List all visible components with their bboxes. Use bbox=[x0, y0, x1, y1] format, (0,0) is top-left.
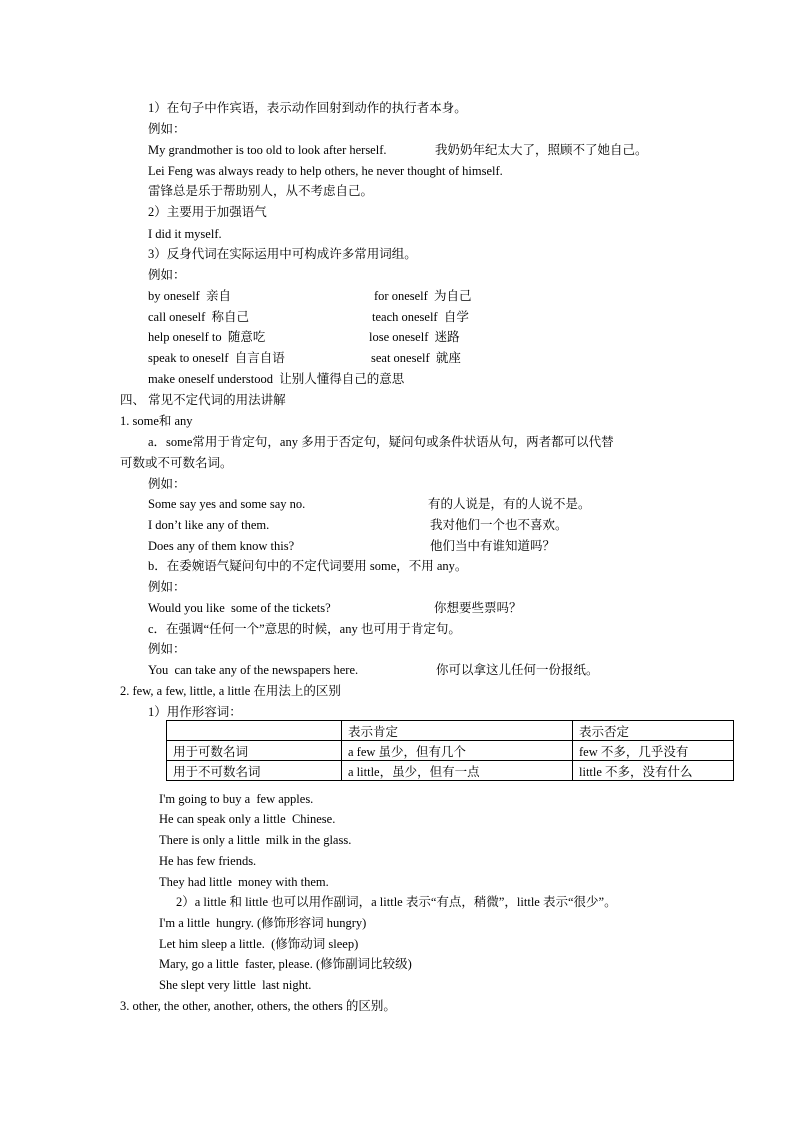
rule-a-line-1: a．some常用于肯定句，any 多用于否定句，疑问句或条件状语从句，两者都可以代替 bbox=[148, 435, 614, 449]
table-cell: little 不多，没有什么 bbox=[573, 761, 734, 781]
rule-b: b．在委婉语气疑问句中的不定代词要用 some，不用 any。 bbox=[148, 559, 468, 573]
example-en: Let him sleep a little. (修饰动词 sleep) bbox=[159, 937, 359, 951]
usage-adverb: 2）a little 和 little 也可以用作副词，a little 表示“有点，稍微”，little 表示“很少”。 bbox=[176, 895, 617, 909]
example-zh: 我奶奶年纪太大了，照顾不了她自己。 bbox=[435, 143, 648, 157]
example-zh: 我对他们一个也不喜欢。 bbox=[430, 518, 568, 532]
example-en: There is only a little milk in the glass. bbox=[159, 833, 352, 847]
phrase-left: by oneself 亲自 bbox=[148, 289, 231, 303]
few-little-table bbox=[166, 720, 734, 781]
example-en: My grandmother is too old to look after herself. bbox=[148, 143, 387, 157]
example-en: I did it myself. bbox=[148, 227, 222, 241]
example-label: 例如： bbox=[148, 268, 186, 282]
example-label: 例如： bbox=[148, 477, 186, 491]
example-en: You can take any of the newspapers here. bbox=[148, 663, 359, 677]
subsection-heading: 3. other, the other, another, others, the others 的区别。 bbox=[120, 999, 396, 1013]
phrase-right: seat oneself 就座 bbox=[371, 351, 461, 365]
rule-a-line-2: 可数或不可数名词。 bbox=[120, 456, 233, 470]
phrase-right: lose oneself 迷路 bbox=[369, 330, 460, 344]
example-zh: 有的人说是，有的人说不是。 bbox=[428, 497, 591, 511]
table-cell: a little，虽少，但有一点 bbox=[342, 761, 573, 781]
example-en: I'm going to buy a few apples. bbox=[159, 792, 314, 806]
example-en: She slept very little last night. bbox=[159, 978, 312, 992]
example-zh: 你可以拿这儿任何一份报纸。 bbox=[436, 663, 599, 677]
phrase-left: help oneself to 随意吃 bbox=[148, 330, 266, 344]
usage-adjective: 1）用作形容词： bbox=[148, 705, 242, 719]
table-row bbox=[167, 761, 734, 781]
example-en: Does any of them know this? bbox=[148, 539, 295, 553]
phrase-right: teach oneself 自学 bbox=[372, 310, 469, 324]
example-zh: 你想要些票吗？ bbox=[434, 601, 522, 615]
example-en: Some say yes and some say no. bbox=[148, 497, 306, 511]
example-label: 例如： bbox=[148, 122, 186, 136]
table-cell: 表示肯定 bbox=[342, 721, 573, 741]
example-en: He has few friends. bbox=[159, 854, 257, 868]
example-en: I don’t like any of them. bbox=[148, 518, 270, 532]
table-cell: 用于可数名词 bbox=[167, 741, 342, 761]
table-header-row bbox=[167, 721, 734, 741]
example-zh: 他们当中有谁知道吗？ bbox=[430, 539, 556, 553]
table-cell bbox=[167, 721, 342, 741]
example-en: He can speak only a little Chinese. bbox=[159, 812, 336, 826]
example-label: 例如： bbox=[148, 642, 186, 656]
subsection-heading: 1. some和 any bbox=[120, 414, 193, 428]
example-label: 例如： bbox=[148, 580, 186, 594]
example-en: Mary, go a little faster, please. (修饰副词比较级) bbox=[159, 957, 412, 971]
phrase-left: call oneself 称自己 bbox=[148, 310, 250, 324]
table-cell: a few 虽少，但有几个 bbox=[342, 741, 573, 761]
phrase-last: make oneself understood 让别人懂得自己的意思 bbox=[148, 372, 405, 386]
reflexive-use-2: 2）主要用于加强语气 bbox=[148, 205, 267, 219]
example-en: I'm a little hungry. (修饰形容词 hungry) bbox=[159, 916, 367, 930]
rule-c: c．在强调“任何一个”意思的时候，any 也可用于肯定句。 bbox=[148, 622, 461, 636]
section-heading: 四、 常见不定代词的用法讲解 bbox=[120, 393, 286, 407]
example-en: Would you like some of the tickets? bbox=[148, 601, 331, 615]
example-en: Lei Feng was always ready to help others, he never thought of himself. bbox=[148, 164, 503, 178]
example-zh: 雷锋总是乐于帮助别人，从不考虑自己。 bbox=[148, 184, 374, 198]
table-row bbox=[167, 741, 734, 761]
reflexive-use-3: 3）反身代词在实际运用中可构成许多常用词组。 bbox=[148, 247, 417, 261]
example-en: They had little money with them. bbox=[159, 875, 329, 889]
phrase-left: speak to oneself 自言自语 bbox=[148, 351, 285, 365]
subsection-heading: 2. few, a few, little, a little 在用法上的区别 bbox=[120, 684, 341, 698]
phrase-right: for oneself 为自己 bbox=[374, 289, 472, 303]
table-cell: few 不多，几乎没有 bbox=[573, 741, 734, 761]
reflexive-use-1: 1）在句子中作宾语，表示动作回射到动作的执行者本身。 bbox=[148, 101, 467, 115]
table-cell: 用于不可数名词 bbox=[167, 761, 342, 781]
table-cell: 表示否定 bbox=[573, 721, 734, 741]
